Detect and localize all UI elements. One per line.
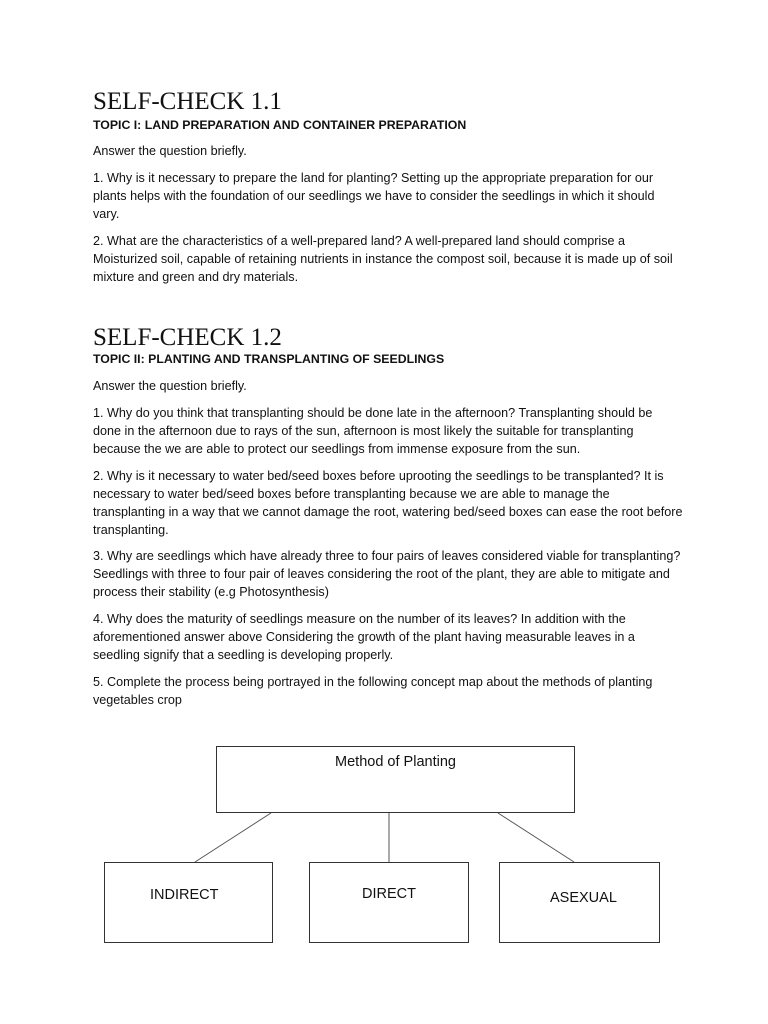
concept-child-label-direct: DIRECT xyxy=(362,886,416,902)
question-2-1: 1. Why do you think that transplanting should be done late in the afternoon? Transplanting should be done in the afternoon due to rays of the sun, afternoon is most likely the suitable for transplanting because the we are able to protect our seedlings from immense exposure from the sun. xyxy=(93,406,653,456)
connector-indirect xyxy=(195,813,271,862)
section-title-self-check-1-1: SELF-CHECK 1.1 xyxy=(93,88,282,115)
instruction-1: Answer the question briefly. xyxy=(93,144,247,158)
concept-child-label-indirect: INDIRECT xyxy=(150,887,219,903)
question-2-2: 2. Why is it necessary to water bed/seed boxes before uprooting the seedlings to be transplanted? It is necessary to water bed/seed boxes before transplanting because we are able to manage the transplanting in a way that we cannot damage the root, watering bed/seed boxes can ease the root before transplanting. xyxy=(93,469,683,537)
concept-box-indirect xyxy=(104,862,273,943)
question-2-5: 5. Complete the process being portrayed in the following concept map about the methods of planting vegetables crop xyxy=(93,675,653,707)
concept-box-asexual xyxy=(499,862,660,943)
connector-asexual xyxy=(498,813,574,862)
topic-heading-1: TOPIC I: LAND PREPARATION AND CONTAINER PREPARATION xyxy=(93,118,467,132)
instruction-2: Answer the question briefly. xyxy=(93,379,247,393)
section-title-self-check-1-2: SELF-CHECK 1.2 xyxy=(93,324,282,351)
topic-heading-2: TOPIC II: PLANTING AND TRANSPLANTING OF SEEDLINGS xyxy=(93,352,445,366)
question-1-2: 2. What are the characteristics of a well-prepared land? A well-prepared land should comprise a Moisturized soil, capable of retaining nutrients in instance the compost soil, because it is made up of soil mixture and green and dry materials. xyxy=(93,234,673,284)
question-2-3: 3. Why are seedlings which have already three to four pairs of leaves considered viable for transplanting? Seedlings with three to four pair of leaves considering the root of the plant, they are able to mitigate and process their stability (e.g Photosynthesis) xyxy=(93,549,681,599)
question-1-1: 1. Why is it necessary to prepare the land for planting? Setting up the appropriate preparation for our plants helps with the foundation of our seedlings we have to consider the seedlings in which it should vary. xyxy=(93,171,655,221)
concept-child-label-asexual: ASEXUAL xyxy=(550,890,617,906)
question-2-4: 4. Why does the maturity of seedlings measure on the number of its leaves? In addition with the aforementioned answer above Considering the growth of the plant having measurable leaves in a seedling signify that a seedling is developing properly. xyxy=(93,612,635,662)
concept-box-direct xyxy=(309,862,469,943)
concept-box-root xyxy=(216,746,575,813)
concept-root-label: Method of Planting xyxy=(335,754,456,770)
